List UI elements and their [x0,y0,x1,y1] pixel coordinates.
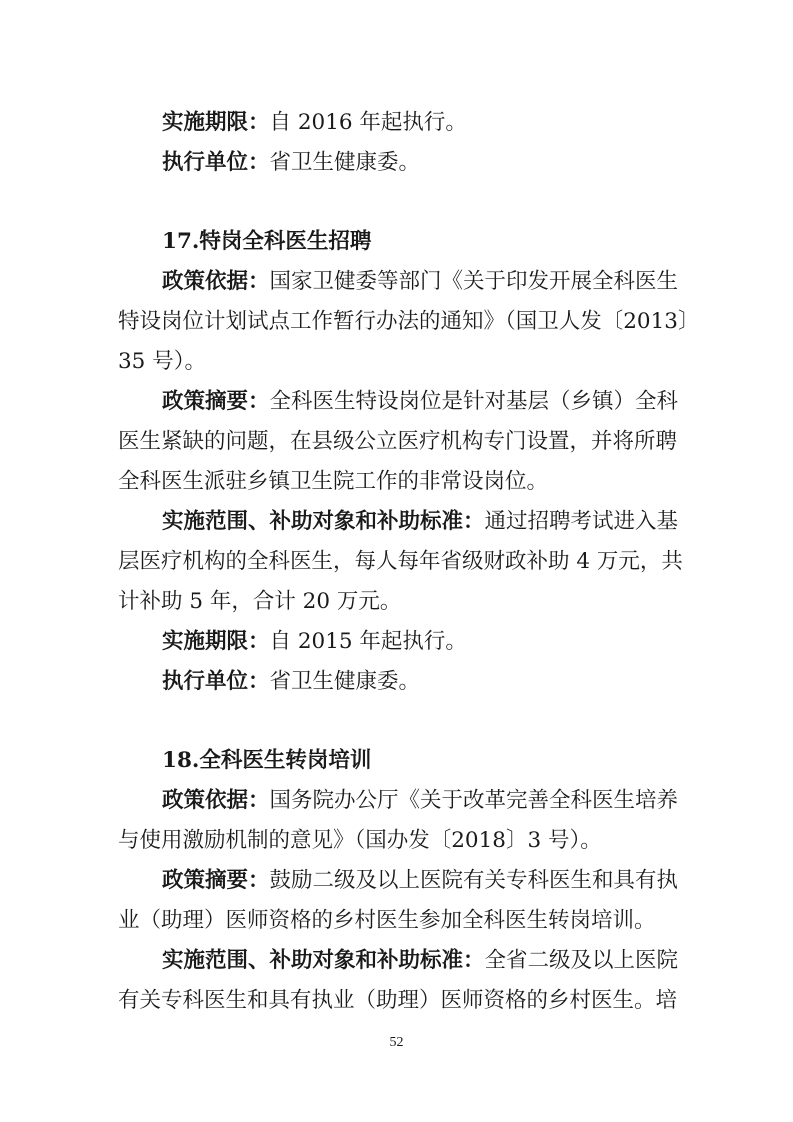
sec17-scope-line-2: 层医疗机构的全科医生，每人每年省级财政补助 4 万元，共 [118,549,683,574]
sec17-scope-label: 实施范围、补助对象和补助标准： [162,509,485,534]
sec17-summary-line-1 [118,382,678,422]
sec17-summary-label: 政策摘要： [162,389,270,414]
sec16-period-label: 实施期限： [162,110,270,135]
sec18-basis-label: 政策依据： [162,788,270,813]
sec17-scope-line-1 [118,502,678,542]
sec17-basis-line-2: 特设岗位计划试点工作暂行办法的通知》（国卫人发〔2013〕 [118,309,700,334]
sec17-unit-value: 省卫生健康委。 [269,669,421,694]
sec17-basis-label: 政策依据： [162,269,270,294]
sec17-scope-text-1: 通过招聘考试进入基 [484,509,679,534]
sec17-basis-text-1: 国家卫健委等部门《关于印发开展全科医生 [269,269,679,294]
page-number: 52 [389,1035,404,1050]
section-gap [118,183,678,222]
sec18-summary-text-1: 鼓励二级及以上医院有关专科医生和具有执 [269,868,679,893]
sec17-scope-line-3: 计补助 5 年，合计 20 万元。 [118,589,402,614]
sec17-summary-line-3: 全科医生派驻乡镇卫生院工作的非常设岗位。 [118,469,549,494]
sec16-period-line [118,103,678,143]
sec18-basis-line-1 [118,781,678,821]
sec17-basis-line-1 [118,262,678,302]
sec18-scope-line-2: 有关专科医生和具有执业（助理）医师资格的乡村医生。培 [118,988,678,1013]
sec17-period-value: 自 2015 年起执行。 [269,629,467,654]
sec18-scope-text-1: 全省二级及以上医院 [484,948,679,973]
sec17-summary-line-2: 医生紧缺的问题，在县级公立医疗机构专门设置，并将所聘 [118,429,678,454]
sec18-summary-line-1 [118,861,678,901]
sec16-unit-line [118,143,678,183]
sec16-unit-label: 执行单位： [162,150,270,175]
section-gap [118,702,678,741]
sec16-unit-value: 省卫生健康委。 [269,150,421,175]
sec17-unit-label: 执行单位： [162,669,270,694]
sec18-title: 18.全科医生转岗培训 [162,748,372,773]
sec18-basis-text-1: 国务院办公厅《关于改革完善全科医生培养 [269,788,679,813]
sec17-summary-text-1: 全科医生特设岗位是针对基层（乡镇）全科 [269,389,679,414]
sec17-unit-line [118,662,678,702]
sec18-summary-line-2: 业（助理）医师资格的乡村医生参加全科医生转岗培训。 [118,908,656,933]
sec18-basis-line-2: 与使用激励机制的意见》（国办发〔2018〕3 号）。 [118,828,602,853]
sec18-scope-line-1 [118,941,678,981]
sec18-scope-label: 实施范围、补助对象和补助标准： [162,948,485,973]
sec18-summary-label: 政策摘要： [162,868,270,893]
sec17-basis-line-3: 35 号）。 [118,349,206,374]
sec16-period-value: 自 2016 年起执行。 [269,110,467,135]
sec17-title: 17.特岗全科医生招聘 [162,229,372,254]
sec17-period-line [118,622,678,662]
sec17-period-label: 实施期限： [162,629,270,654]
page-content [118,103,700,1021]
